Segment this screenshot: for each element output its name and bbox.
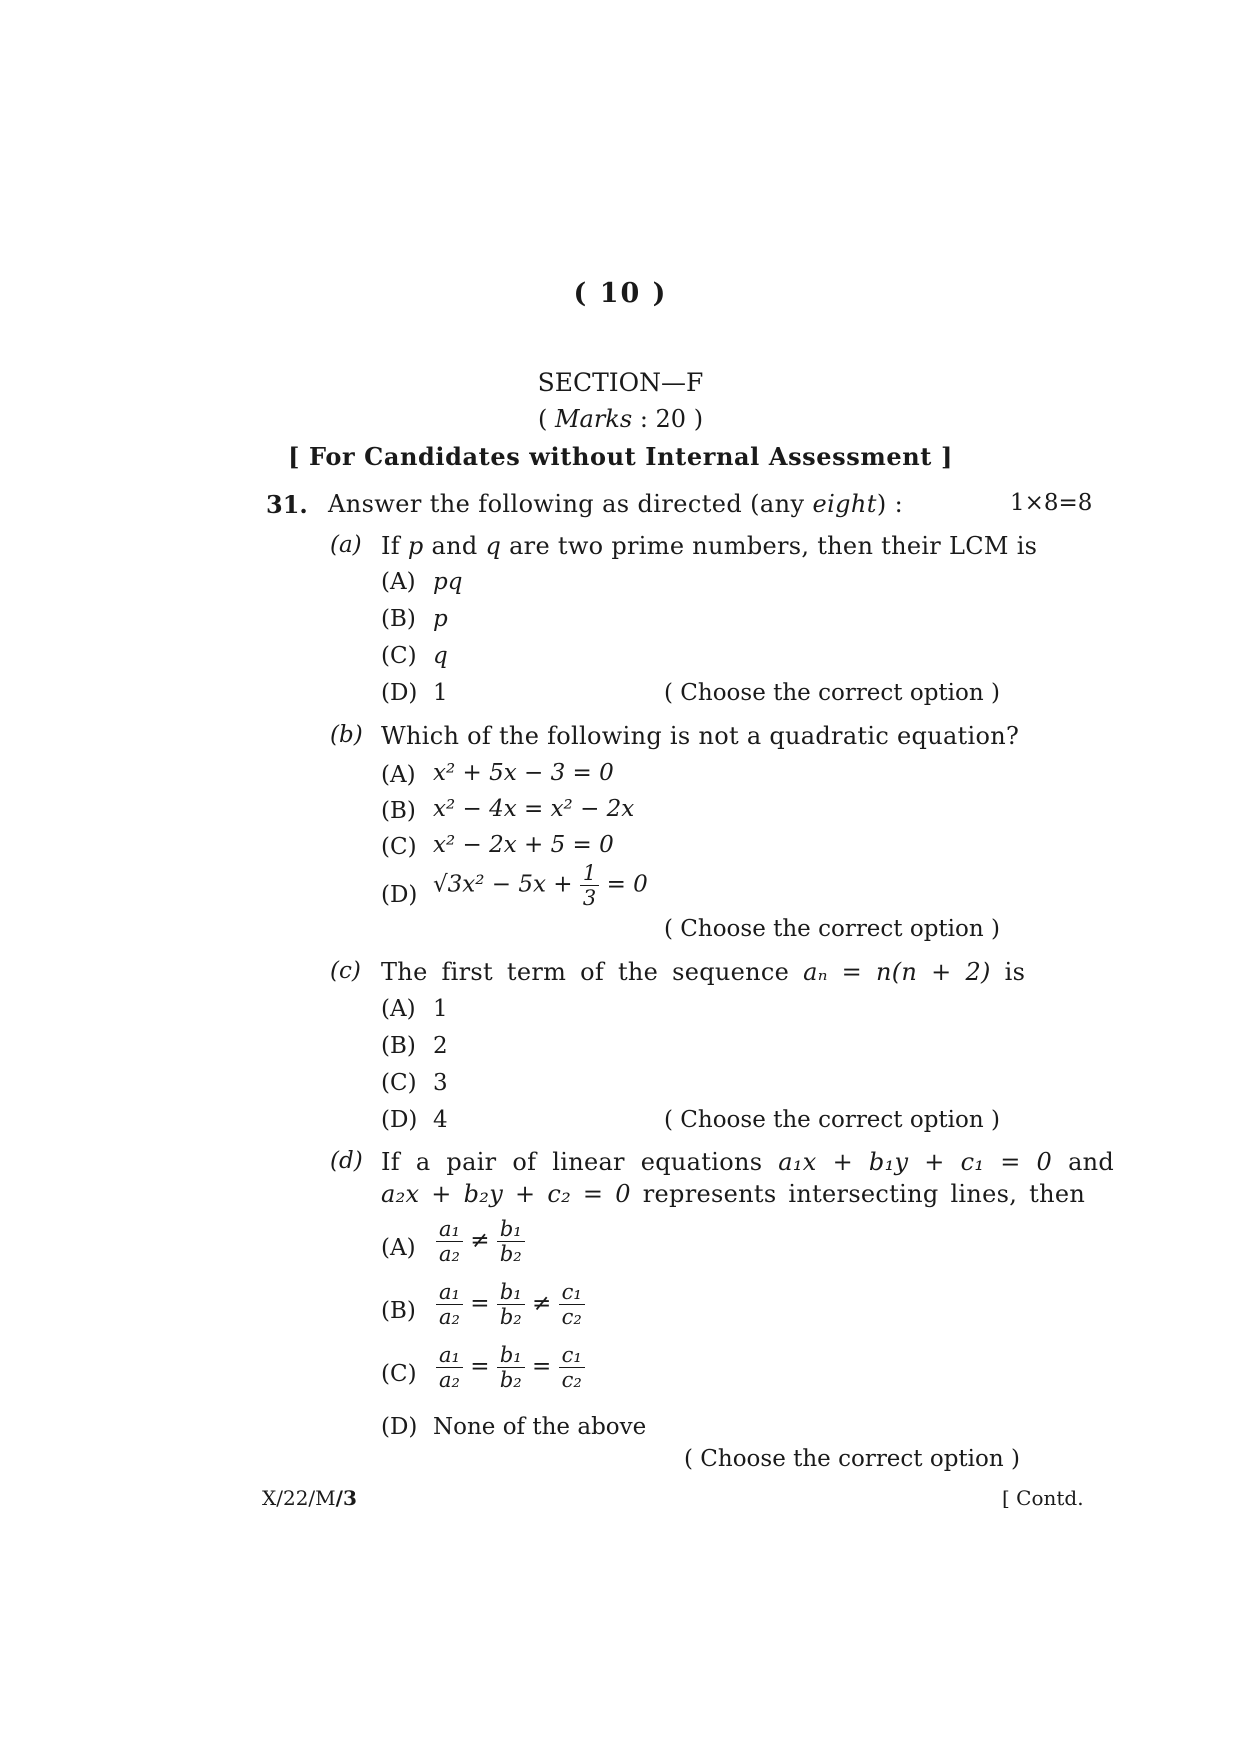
part-c-stem — [381, 958, 1025, 986]
equation-1: a₁x + b₁y + c₁ = 0 — [778, 1148, 1053, 1176]
fraction-numerator: a₁ — [436, 1281, 463, 1305]
fraction-a — [436, 1281, 463, 1328]
option-expr: = 0 — [606, 871, 648, 898]
equal-sign: = — [532, 1353, 552, 1380]
stem-text: are two prime numbers, then their LCM is — [501, 532, 1038, 560]
paper-code-suffix: /3 — [335, 1486, 357, 1510]
candidates-note: [ For Candidates without Internal Assessment ] — [288, 442, 953, 471]
fraction-b — [497, 1218, 525, 1265]
fraction-b — [497, 1281, 525, 1328]
stem-text: and — [1068, 1148, 1115, 1176]
equal-sign: = — [470, 1353, 490, 1380]
part-a-stem — [381, 532, 1037, 560]
fraction-denominator: a₂ — [439, 1368, 460, 1393]
section-title-suffix: —F — [661, 368, 704, 397]
fraction-denominator: b₂ — [499, 1305, 522, 1330]
stem-var-q: q — [485, 532, 502, 560]
marks-open-paren: ( — [537, 405, 548, 433]
instruction-italic: eight — [812, 490, 877, 518]
option-value: None of the above — [433, 1414, 647, 1440]
question-number: 31. — [266, 490, 308, 519]
stem-var-p: p — [407, 532, 424, 560]
option-value — [436, 1344, 585, 1391]
section-marks — [0, 405, 1241, 433]
page-number: ( 10 ) — [573, 278, 668, 309]
stem-text: If — [381, 532, 408, 560]
fraction-b — [497, 1344, 525, 1391]
part-d-stem-line1 — [381, 1148, 1114, 1176]
section-title-initial: S — [537, 368, 555, 397]
instruction-end: ) : — [876, 490, 904, 518]
fraction-c — [559, 1281, 585, 1328]
option-key: (A) — [381, 996, 416, 1022]
choose-option-note: ( Choose the correct option ) — [684, 1446, 1020, 1472]
stem-text: If a pair of linear equations — [381, 1148, 763, 1176]
stem-text: is — [1004, 958, 1026, 986]
part-c-label: (c) — [330, 958, 361, 984]
fraction-numerator: c₁ — [559, 1344, 585, 1368]
option-value: 1 — [433, 996, 448, 1022]
option-value: 2 — [433, 1033, 448, 1059]
option-value — [436, 1218, 525, 1265]
marks-label: Marks — [554, 405, 633, 433]
option-value: 3 — [433, 1070, 448, 1096]
option-key: (A) — [381, 1235, 416, 1261]
option-value: 1 — [433, 680, 448, 706]
option-value: 4 — [433, 1107, 448, 1133]
fraction — [580, 862, 599, 909]
instruction-text: Answer the following as directed (any — [328, 490, 813, 518]
option-key: (D) — [381, 1107, 418, 1133]
option-key: (B) — [381, 1298, 416, 1324]
option-key: (D) — [381, 680, 418, 706]
choose-option-note: ( Choose the correct option ) — [664, 916, 1000, 942]
option-key: (C) — [381, 1361, 417, 1387]
not-equal-sign: ≠ — [470, 1227, 490, 1254]
paper-code-prefix: X/22/M — [262, 1486, 336, 1510]
option-key: (A) — [381, 762, 416, 788]
fraction-a — [436, 1218, 463, 1265]
stem-text: The first term of the sequence — [381, 958, 790, 986]
option-key: (A) — [381, 569, 416, 595]
question-instruction — [328, 490, 903, 518]
fraction-numerator: b₁ — [497, 1344, 525, 1368]
choose-option-note: ( Choose the correct option ) — [664, 1107, 1000, 1133]
option-key: (B) — [381, 1033, 416, 1059]
question-marks: 1×8=8 — [1010, 490, 1093, 516]
marks-value: : 20 ) — [639, 405, 704, 433]
option-value: x² + 5x − 3 = 0 — [433, 760, 614, 786]
part-b-label: (b) — [330, 722, 363, 748]
fraction-a — [436, 1344, 463, 1391]
option-expr: √3x² − 5x + — [433, 871, 573, 898]
option-value: x² − 4x = x² − 2x — [433, 796, 635, 822]
option-value: x² − 2x + 5 = 0 — [433, 832, 614, 858]
fraction-denominator: b₂ — [499, 1242, 522, 1267]
section-title-rest: ECTION — [554, 368, 662, 397]
section-title — [0, 368, 1241, 397]
option-key: (C) — [381, 1070, 417, 1096]
option-key: (D) — [381, 1414, 418, 1440]
stem-text: and — [423, 532, 486, 560]
part-a-label: (a) — [330, 532, 362, 558]
fraction-denominator: c₂ — [561, 1305, 582, 1330]
part-d-label: (d) — [330, 1148, 363, 1174]
sequence-formula: aₙ = n(n + 2) — [803, 958, 991, 986]
option-key: (B) — [381, 606, 416, 632]
part-d-stem-line2 — [381, 1180, 1085, 1208]
fraction-numerator: a₁ — [436, 1218, 463, 1242]
fraction-numerator: b₁ — [497, 1218, 525, 1242]
not-equal-sign: ≠ — [532, 1290, 552, 1317]
fraction-c — [559, 1344, 585, 1391]
option-key: (D) — [381, 882, 418, 908]
fraction-denominator: a₂ — [439, 1242, 460, 1267]
fraction-numerator: b₁ — [497, 1281, 525, 1305]
option-value: q — [433, 643, 448, 669]
fraction-denominator: a₂ — [439, 1305, 460, 1330]
equation-2: a₂x + b₂y + c₂ = 0 — [381, 1180, 631, 1208]
option-key: (C) — [381, 643, 417, 669]
equal-sign: = — [470, 1290, 490, 1317]
option-value: pq — [433, 569, 463, 595]
option-key: (B) — [381, 798, 416, 824]
fraction-denominator: c₂ — [561, 1368, 582, 1393]
stem-text: represents intersecting lines, then — [642, 1180, 1086, 1208]
part-b-stem: Which of the following is not a quadratic equation? — [381, 722, 1020, 750]
contd-note: [ Contd. — [1002, 1486, 1084, 1510]
fraction-denominator: b₂ — [499, 1368, 522, 1393]
choose-option-note: ( Choose the correct option ) — [664, 680, 1000, 706]
option-value — [433, 862, 648, 909]
option-key: (C) — [381, 834, 417, 860]
fraction-numerator: c₁ — [559, 1281, 585, 1305]
option-value: p — [433, 606, 448, 632]
fraction-numerator: 1 — [580, 862, 599, 886]
fraction-numerator: a₁ — [436, 1344, 463, 1368]
fraction-denominator: 3 — [582, 886, 597, 911]
option-value — [436, 1281, 585, 1328]
paper-code — [262, 1486, 357, 1510]
